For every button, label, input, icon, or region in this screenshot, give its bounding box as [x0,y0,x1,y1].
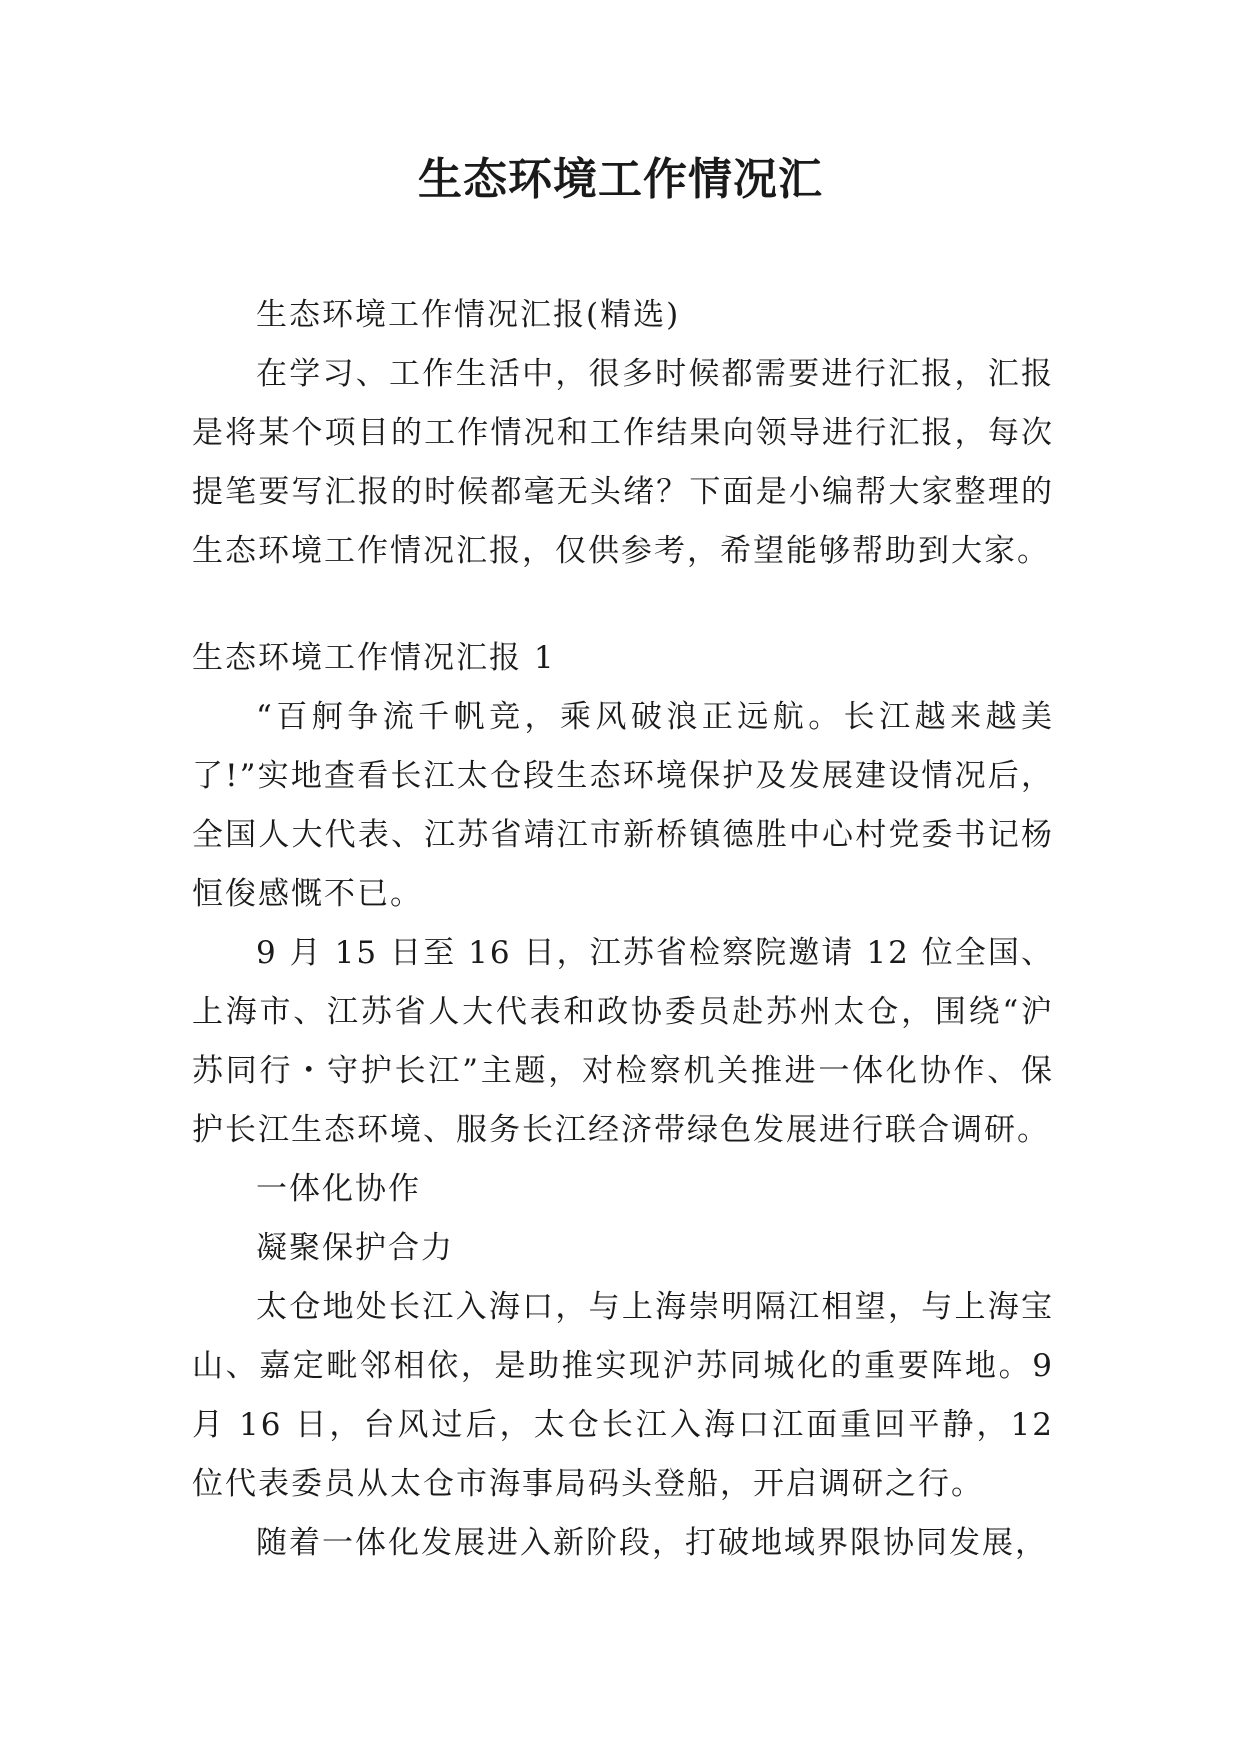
section-gap [192,581,1054,629]
body-paragraph: 太仓地处长江入海口，与上海崇明隔江相望，与上海宝山、嘉定毗邻相依，是助推实现沪苏同城化的重要阵地。9 月 16 日，台风过后，太仓长江入海口江面重回平静，12 位代表委员从太仓市海事局码头登船，开启调研之行。 [192,1289,1054,1502]
intro-paragraph: 在学习、工作生活中，很多时候都需要进行汇报，汇报是将某个项目的工作情况和工作结果向领导进行汇报，每次提笔要写汇报的时候都毫无头绪？下面是小编帮大家整理的生态环境工作情况汇报，仅供参考，希望能够帮助到大家。 [192,356,1054,569]
subheading: 凝聚保护合力 [256,1230,454,1266]
body-paragraph: “百舸争流千帆竞，乘风破浪正远航。长江越来越美了!”实地查看长江太仓段生态环境保护及发展建设情况后，全国人大代表、江苏省靖江市新桥镇德胜中心村党委书记杨恒俊感慨不已。 [192,699,1054,912]
body-paragraph: 9 月 15 日至 16 日，江苏省检察院邀请 12 位全国、上海市、江苏省人大代表和政协委员赴苏州太仓，围绕“沪苏同行・守护长江”主题，对检察机关推进一体化协作、保护长江生态环境、服务长江经济带绿色发展进行联合调研。 [192,935,1054,1148]
section-heading: 生态环境工作情况汇报 1 [192,640,556,676]
subtitle-paragraph: 生态环境工作情况汇报(精选) [256,297,681,333]
document-body [192,286,1054,1573]
body-paragraph: 随着一体化发展进入新阶段，打破地域界限协同发展， [256,1525,1048,1561]
document-title: 生态环境工作情况汇 [418,154,823,205]
subheading: 一体化协作 [256,1171,421,1207]
